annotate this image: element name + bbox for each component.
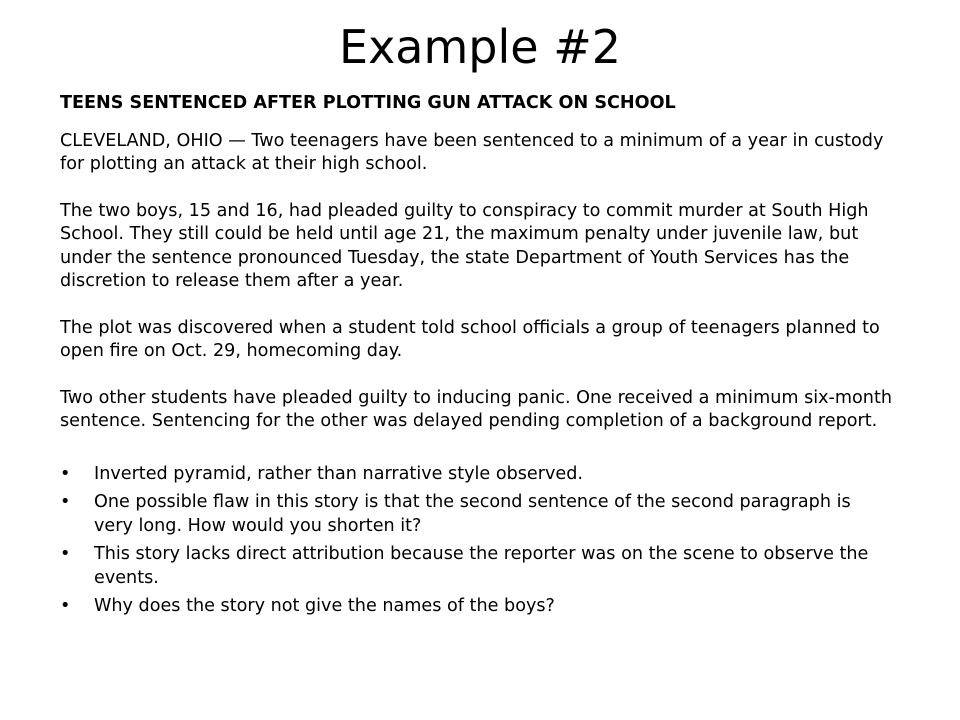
bullet-item: [60, 463, 892, 487]
article-paragraph: The two boys, 15 and 16, had pleaded guilty to conspiracy to commit murder at South High School. They still could be held until age 21, the maximum penalty under juvenile law, but under the sentence pronounced Tuesday, the state Department of Youth Services has the discretion to release them after a year.: [60, 200, 869, 291]
bullet-item: [60, 491, 892, 538]
slide-title: Example #2: [339, 20, 621, 74]
bullet-item: [60, 543, 892, 590]
bullet-icon: •: [60, 492, 71, 512]
bullet-icon: •: [60, 596, 71, 616]
bullet-icon: •: [60, 544, 71, 564]
article-paragraph: The plot was discovered when a student told school officials a group of teenagers planned to open fire on Oct. 29, homecoming day.: [60, 317, 880, 361]
bullet-text: Inverted pyramid, rather than narrative style observed.: [94, 463, 583, 484]
bullet-list: [60, 463, 892, 619]
bullet-item: [60, 595, 892, 619]
slide-content: [60, 92, 892, 624]
article-paragraph: CLEVELAND, OHIO — Two teenagers have been sentenced to a minimum of a year in custody for plotting an attack at their high school.: [60, 130, 884, 174]
bullet-text: This story lacks direct attribution because the reporter was on the scene to observe the events.: [94, 544, 869, 588]
bullet-text: Why does the story not give the names of the boys?: [94, 596, 555, 616]
bullet-text: One possible flaw in this story is that the second sentence of the second paragraph is very long. How would you shorten it?: [94, 492, 851, 536]
article-paragraph: Two other students have pleaded guilty to inducing panic. One received a minimum six-month sentence. Sentencing for the other was delayed pending completion of a background report.: [60, 387, 893, 431]
bullet-icon: •: [60, 463, 71, 484]
article-headline: TEENS SENTENCED AFTER PLOTTING GUN ATTACK ON SCHOOL: [60, 93, 676, 113]
